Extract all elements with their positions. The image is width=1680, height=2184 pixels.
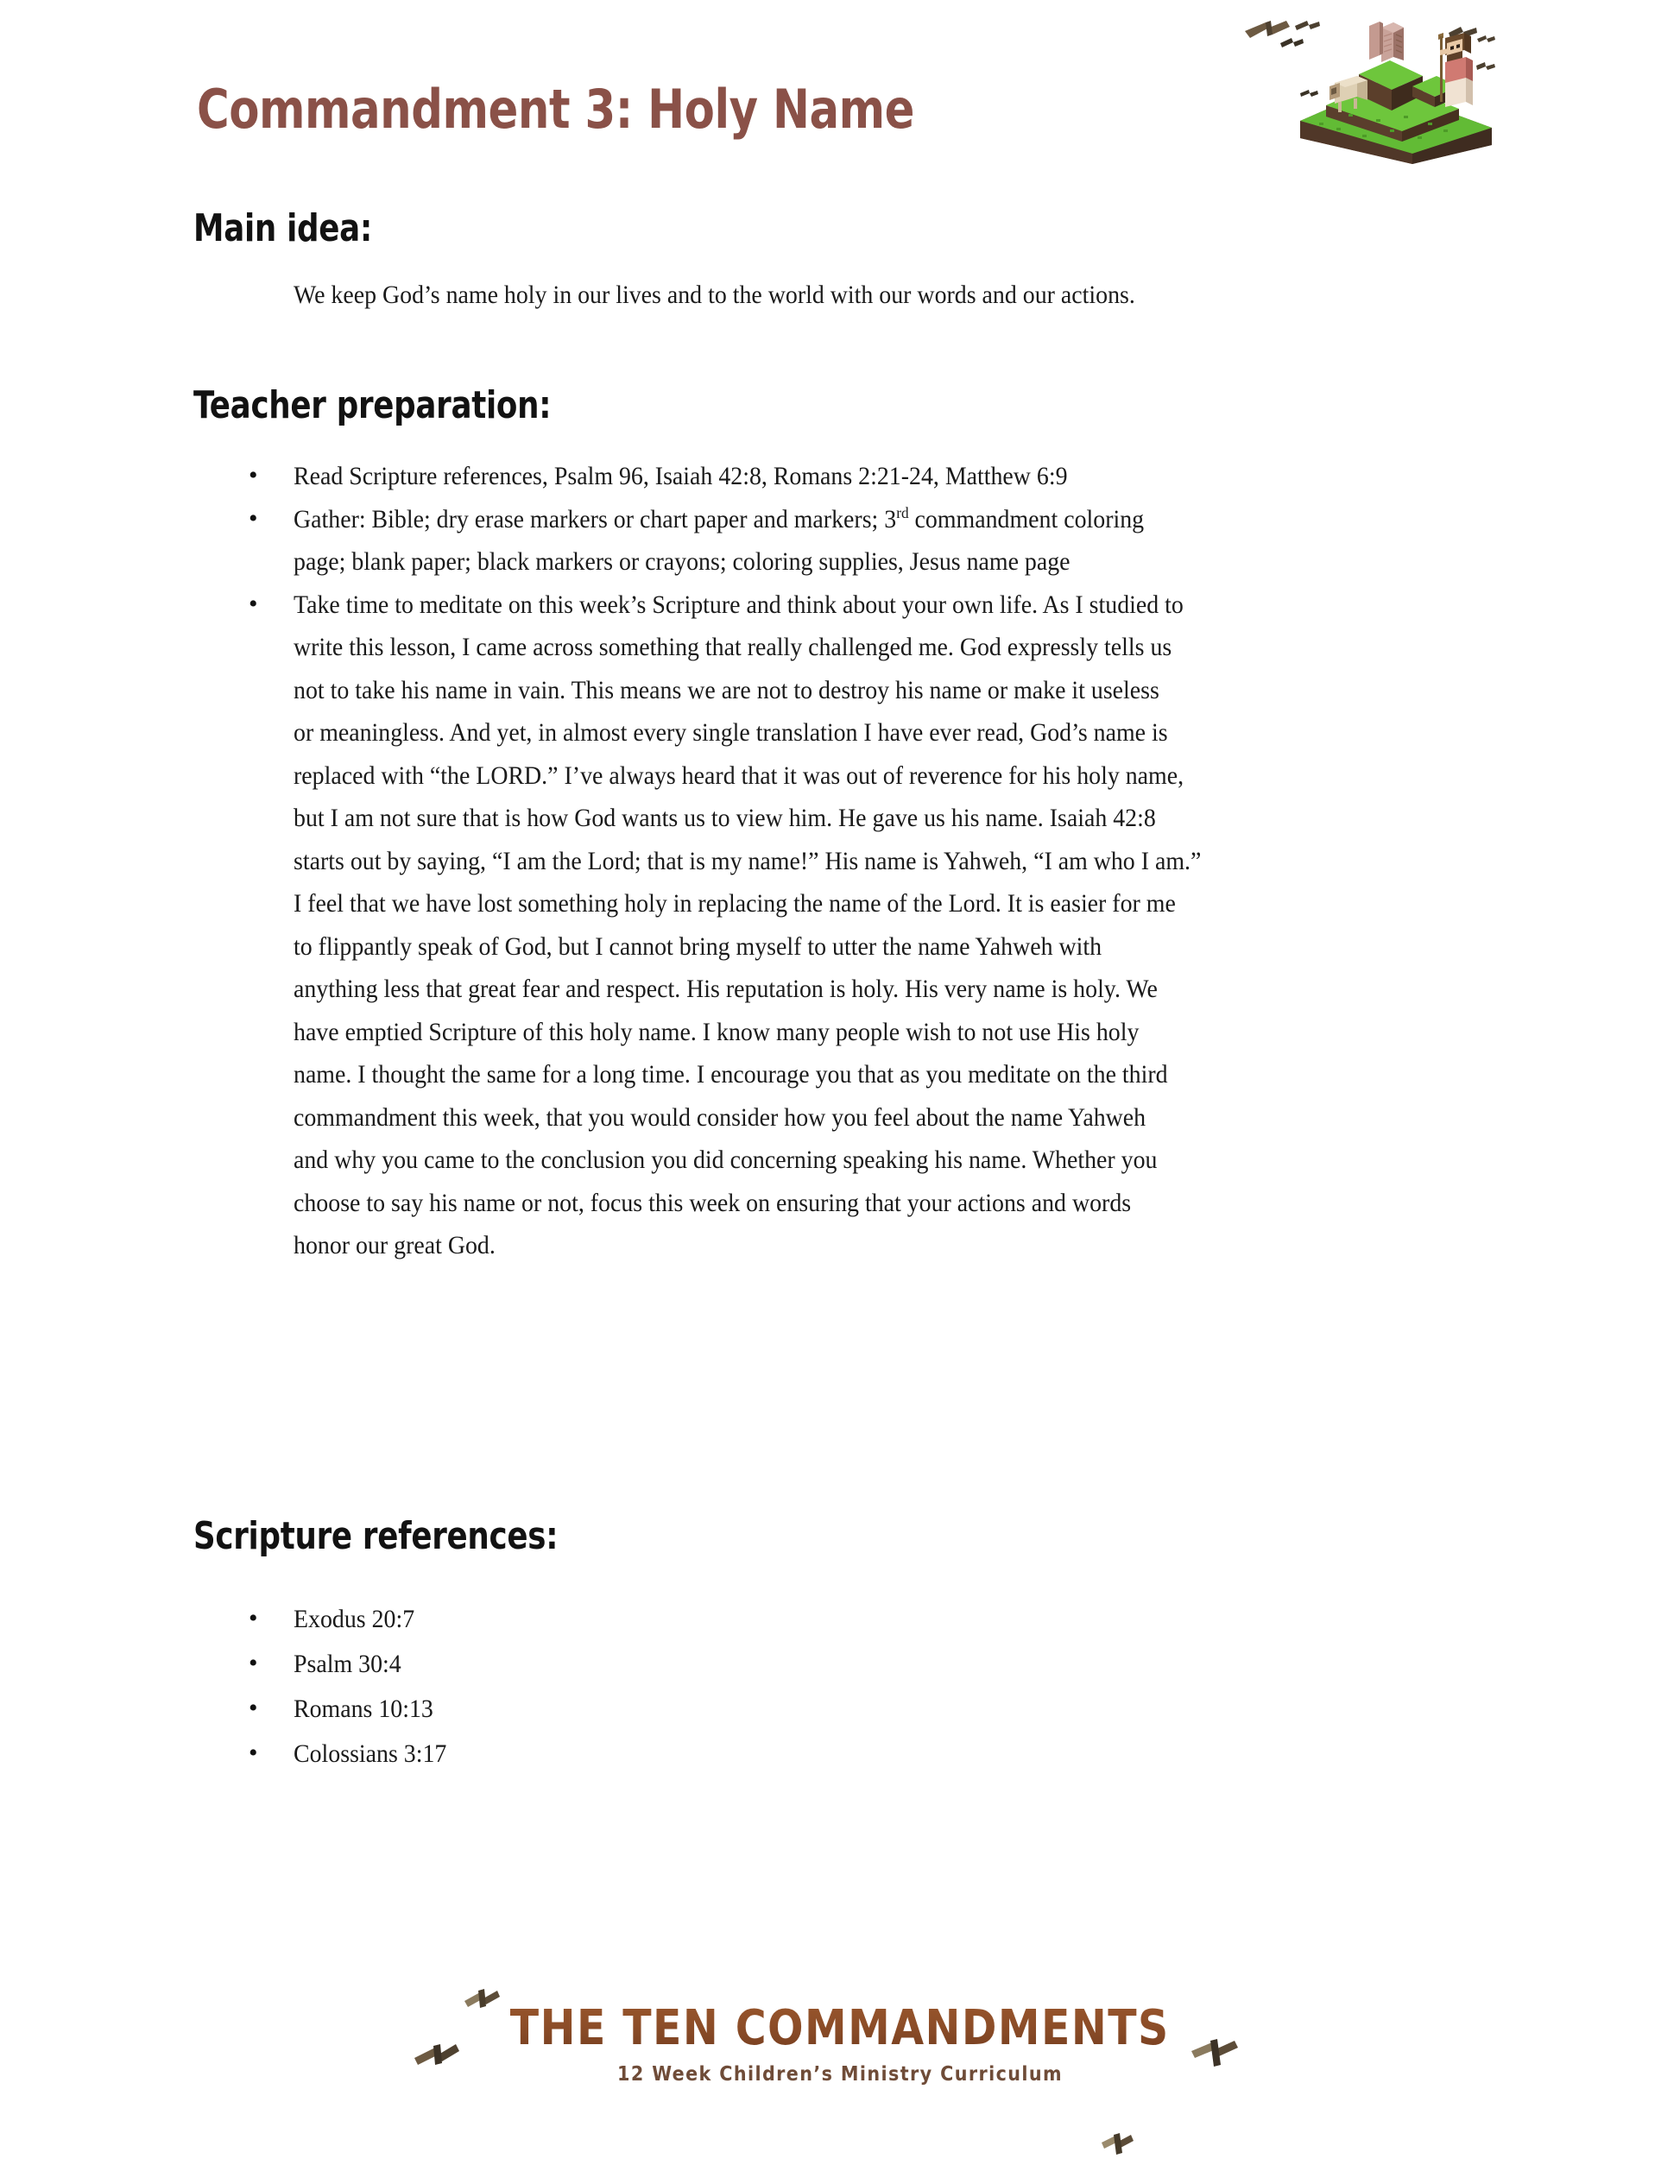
page-title: Commandment 3: Holy Name bbox=[197, 78, 914, 141]
footer-logo-subtitle: 12 Week Children’s Ministry Curriculum bbox=[617, 2063, 1063, 2086]
list-item: Psalm 30:4 bbox=[294, 1651, 401, 1678]
list-item: or meaningless. And yet, in almost every single translation I have ever read, God’s name is bbox=[294, 719, 1168, 747]
list-item-bullet: • bbox=[249, 1739, 258, 1767]
bird-icon bbox=[1096, 2124, 1157, 2184]
list-item: I feel that we have lost something holy in replacing the name of the Lord. It is easier for me bbox=[294, 890, 1176, 918]
heading-teacher-preparation: Teacher preparation: bbox=[193, 383, 552, 427]
main-idea-paragraph: We keep God’s name holy in our lives and to the world with our words and our actions. bbox=[294, 281, 1135, 309]
list-item: anything less that great fear and respect. His reputation is holy. His very name is holy. We bbox=[294, 975, 1158, 1003]
list-item: Read Scripture references, Psalm 96, Isaiah 42:8, Romans 2:21-24, Matthew 6:9 bbox=[294, 463, 1068, 490]
list-item: honor our great God. bbox=[294, 1232, 496, 1259]
list-item: but I am not sure that is how God wants us to view him. He gave us his name. Isaiah 42:8 bbox=[294, 805, 1156, 832]
list-item: Romans 10:13 bbox=[294, 1695, 433, 1723]
list-item: not to take his name in vain. This means we are not to destroy his name or make it useless bbox=[294, 676, 1159, 704]
list-item-bullet: • bbox=[249, 461, 258, 489]
footer-logo-title: THE TEN COMMANDMENTS bbox=[510, 2000, 1170, 2056]
list-item-bullet: • bbox=[249, 1649, 258, 1677]
list-item: replaced with “the LORD.” I’ve always heard that it was out of reverence for his holy name, bbox=[294, 761, 1184, 790]
list-item: Gather: Bible; dry erase markers or chart paper and markers; 3rd commandment coloring bbox=[294, 503, 1145, 533]
heading-main-idea: Main idea: bbox=[193, 206, 372, 250]
list-item: page; blank paper; black markers or crayons; coloring supplies, Jesus name page bbox=[294, 548, 1071, 576]
list-item: have emptied Scripture of this holy name. I know many people wish to not use His holy bbox=[294, 1018, 1140, 1046]
list-item: and why you came to the conclusion you did concerning speaking his name. Whether you bbox=[294, 1146, 1158, 1174]
list-item: choose to say his name or not, focus this week on ensuring that your actions and words bbox=[294, 1189, 1132, 1217]
list-item-bullet: • bbox=[249, 1694, 258, 1722]
list-item: to flippantly speak of God, but I cannot bring myself to utter the name Yahweh with bbox=[294, 932, 1102, 961]
list-item: Exodus 20:7 bbox=[294, 1606, 415, 1633]
list-item: Colossians 3:17 bbox=[294, 1740, 447, 1768]
list-item-bullet: • bbox=[249, 1604, 258, 1632]
list-item-bullet: • bbox=[249, 589, 258, 618]
document-footer bbox=[0, 1960, 1680, 2175]
document-header bbox=[0, 0, 1680, 186]
moses-mountain-illustration-icon bbox=[1233, 0, 1518, 168]
list-item: starts out by saying, “I am the Lord; that is my name!” His name is Yahweh, “I am who I am.” bbox=[294, 847, 1202, 875]
list-item: commandment this week, that you would consider how you feel about the name Yahweh bbox=[294, 1103, 1146, 1132]
list-item: name. I thought the same for a long time. I encourage you that as you meditate on the third bbox=[294, 1061, 1168, 1089]
list-item-bullet: • bbox=[249, 503, 258, 533]
list-item: Take time to meditate on this week’s Scripture and think about your own life. As I studied to bbox=[294, 590, 1184, 619]
list-item: write this lesson, I came across something that really challenged me. God expressly tells us bbox=[294, 634, 1172, 661]
heading-scripture-references: Scripture references: bbox=[193, 1514, 559, 1558]
